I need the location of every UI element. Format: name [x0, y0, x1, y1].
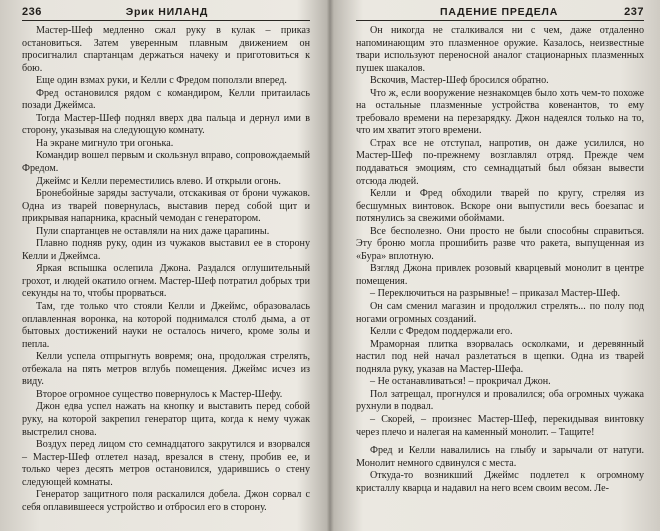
- paragraph: Пол затрещал, прогнулся и провалился; оба огромных чужака рухнули в подвал.: [356, 388, 644, 413]
- paragraph: Он сам сменил магазин и продолжил стрелять... по полу под ногами огромных созданий.: [356, 301, 644, 325]
- paragraph: Там, где только что стояли Келли и Джеймс, образовалась оплавленная воронка, на которой поднимался столб дыма, а от бытовых достижений науки не осталось ничего, кроме золы и пепла.: [22, 301, 310, 350]
- paragraph: Еще один взмах руки, и Келли с Фредом поползли вперед.: [36, 75, 287, 87]
- paragraph: Все бесполезно. Они просто не были способны справиться. Эту броню могла прошибить разве что ракета, выпущенная из «Бура» вплотную.: [356, 225, 644, 262]
- paragraph: Келли с Фредом поддержали его.: [370, 326, 513, 338]
- right-page-number: 237: [624, 6, 644, 18]
- paragraph: Плавно подняв руку, один из чужаков выставил ее в сторону Келли и Джеймса.: [22, 238, 310, 262]
- paragraph: Яркая вспышка ослепила Джона. Раздался оглушительный грохот, и людей окатило огнем. Мастер-Шеф потратил добрых три секунды на то, чтобы прорваться.: [22, 263, 310, 300]
- left-page-header: [22, 6, 310, 21]
- left-page-body: [22, 25, 310, 514]
- right-page-header: [356, 6, 644, 21]
- paragraph: Генератор защитного поля раскалился добела. Джон сорвал с себя оплавившееся устройство и отбросил его в сторону.: [22, 489, 310, 513]
- paragraph: Келли успела отпрыгнуть вовремя; она, продолжая стрелять, отбежала на пять метров вглубь помещения. Джеймс исчез из виду.: [22, 351, 310, 388]
- paragraph: Пули спартанцев не оставляли на них даже царапины.: [36, 225, 270, 237]
- paragraph: Мастер-Шеф медленно сжал руку в кулак – приказ остановиться. Затем уверенным плавным движением он просигналил спартанцам держаться начеку и приготовиться к бою.: [22, 25, 310, 74]
- paragraph: Джеймс и Келли переместились влево. И открыли огонь.: [36, 175, 281, 187]
- paragraph: Откуда-то возникший Джеймс подлетел к огромному кристаллу кварца и надавил на него всем своим весом. Ле-: [356, 470, 644, 494]
- paragraph: Он никогда не сталкивался ни с чем, даже отдаленно напоминающим это плазменное оружие. Казалось, неизвестные твари используют переносной аналог стационарных плазменных пушек шакалов.: [356, 25, 644, 74]
- paragraph: Джон едва успел нажать на кнопку и выставить перед собой руку, на которой закрепил генератор щита, когда к нему чужак выстрелил снова.: [22, 401, 310, 438]
- paragraph: Фред остановился рядом с командиром, Келли притаилась позади Джеймса.: [22, 87, 310, 112]
- paragraph: Второе огромное существо повернулось к Мастер-Шефу.: [36, 388, 283, 400]
- right-running-head: ПАДЕНИЕ ПРЕДЕЛА: [440, 6, 559, 18]
- paragraph: Командир вошел первым и скользнул вправо, сопровождаемый Фредом.: [22, 150, 310, 175]
- paragraph: На экране мигнуло три огонька.: [36, 137, 174, 149]
- paragraph: – Скорей, – произнес Мастер-Шеф, перекидывая винтовку через плечо и налегая на каменный монолит. – Тащите!: [356, 413, 644, 438]
- paragraph: Взгляд Джона привлек розовый кварцевый монолит в центре помещения.: [356, 263, 644, 287]
- right-page-body: [356, 25, 644, 495]
- left-page-number: 236: [22, 6, 42, 18]
- paragraph: Фред и Келли навалились на глыбу и зарычали от натуги. Монолит немного сдвинулся с места.: [356, 445, 644, 469]
- right-page: [330, 0, 660, 531]
- paragraph: Тогда Мастер-Шеф поднял вверх два пальца и дернул ими в сторону, указывая на следующую комнату.: [22, 112, 310, 137]
- paragraph: Мраморная плитка взорвалась осколками, и деревянный настил под ней начал разлетаться в щепки. Одна из тварей подняла руку, указав на Мастер-Шефа.: [356, 338, 644, 375]
- left-running-head: Эрик НИЛАНД: [125, 6, 209, 18]
- paragraph: Страх все не отступал, напротив, он даже усилился, но Мастер-Шеф по-прежнему возглавлял отряд. Прежде чем поддаваться эмоциям, сто семнадцатый был обязан вывести отсюда людей.: [356, 137, 644, 187]
- paragraph: Что ж, если вооружение незнакомцев было хоть чем-то похоже на остальные плазменные устройства ковенантов, то ему требовало времени на перезарядку. Джон надеялся только на то, что им хватит этого времени.: [356, 87, 644, 137]
- paragraph: – Переключиться на разрывные! – приказал Мастер-Шеф.: [370, 288, 621, 300]
- paragraph: Вскочив, Мастер-Шеф бросился обратно.: [370, 75, 549, 87]
- paragraph: Келли и Фред обходили тварей по кругу, стреляя из бесшумных винтовок. Вскоре они выпустили весь боезапас и потянулись за свежими обоймами.: [356, 188, 644, 225]
- paragraph: Бронебойные заряды застучали, отскакивая от брони чужаков. Одна из тварей повернулась, выставив перед собой щит и прикрывая напарника, красный чемодан с генератором.: [22, 188, 310, 225]
- paragraph: – Не останавливаться! – прокричал Джон.: [370, 376, 551, 388]
- paragraph: Воздух перед лицом сто семнадцатого закрутился и взорвался – Мастер-Шеф отлетел назад, врезался в стену, пробив ее, и только через десять метров остановился, ударившись о стену следующей комнаты.: [22, 439, 310, 488]
